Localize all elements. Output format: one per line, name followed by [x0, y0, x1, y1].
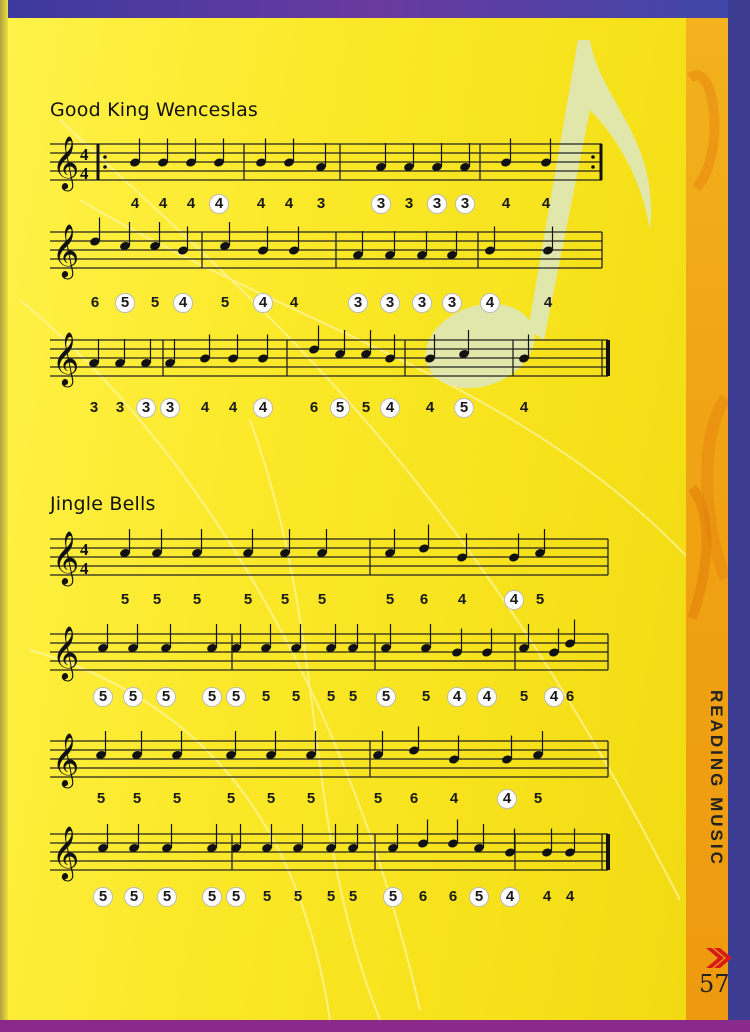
fingering-number: 3 [136, 398, 156, 418]
fingering-number: 4 [425, 399, 435, 416]
section-label: READING MUSIC [707, 690, 726, 867]
fingering-number: 4 [504, 590, 524, 610]
fingering-number: 5 [115, 293, 135, 313]
fingering-number: 5 [535, 591, 545, 608]
treble-clef-icon: 𝄞 [52, 135, 80, 189]
fingering-number: 4 [480, 293, 500, 313]
fingering-number: 6 [90, 294, 100, 311]
fingering-number: 5 [120, 591, 130, 608]
fingering-number: 4 [447, 687, 467, 707]
fingering-number: 6 [418, 888, 428, 905]
fingering-number: 5 [226, 790, 236, 807]
treble-clef-icon: 𝄞 [52, 825, 80, 879]
time-signature: 4 [80, 145, 89, 164]
fingering-number: 5 [262, 888, 272, 905]
fingering-number: 3 [89, 399, 99, 416]
fingering-number: 4 [253, 398, 273, 418]
fingering-number: 5 [330, 398, 350, 418]
fingering-number: 4 [565, 888, 575, 905]
fingering-number: 4 [542, 888, 552, 905]
fingering-number: 4 [519, 399, 529, 416]
fingering-number: 5 [150, 294, 160, 311]
fingering-number: 5 [533, 790, 543, 807]
piece-title: Jingle Bells [50, 493, 156, 515]
fingering-number: 4 [209, 194, 229, 214]
fingering-number: 4 [253, 293, 273, 313]
fingering-number: 3 [348, 293, 368, 313]
fingering-number: 3 [404, 195, 414, 212]
treble-clef-icon: 𝄞 [52, 732, 80, 786]
fingering-number: 5 [293, 888, 303, 905]
fingering-number: 4 [543, 294, 553, 311]
fingering-number: 5 [385, 591, 395, 608]
fingering-number: 5 [326, 888, 336, 905]
fingering-number: 5 [243, 591, 253, 608]
fingering-number: 4 [544, 687, 564, 707]
fingering-number: 5 [261, 688, 271, 705]
fingering-number: 4 [541, 195, 551, 212]
fingering-number: 4 [284, 195, 294, 212]
fingering-number: 6 [565, 688, 575, 705]
fingering-number: 3 [316, 195, 326, 212]
fingering-number: 5 [469, 887, 489, 907]
fingering-number: 4 [477, 687, 497, 707]
fingering-number: 3 [427, 194, 447, 214]
fingering-number: 6 [309, 399, 319, 416]
fingering-number: 3 [115, 399, 125, 416]
fingering-number: 5 [157, 887, 177, 907]
fingering-number: 5 [152, 591, 162, 608]
fingering-number: 5 [192, 591, 202, 608]
fingering-number: 5 [361, 399, 371, 416]
page-number: 57 [699, 970, 730, 998]
fingering-number: 6 [409, 790, 419, 807]
time-signature: 4 [80, 540, 89, 559]
time-signature: 4 [80, 559, 89, 578]
fingering-number: 5 [96, 790, 106, 807]
fingering-number: 5 [348, 688, 358, 705]
fingering-number: 5 [519, 688, 529, 705]
fingering-number: 5 [93, 887, 113, 907]
fingering-number: 3 [371, 194, 391, 214]
fingering-number: 5 [156, 687, 176, 707]
fingering-number: 5 [291, 688, 301, 705]
fingering-number: 3 [442, 293, 462, 313]
fingering-number: 5 [306, 790, 316, 807]
piece-title: Good King Wenceslas [50, 99, 259, 121]
time-signature: 4 [80, 164, 89, 183]
fingering-number: 5 [348, 888, 358, 905]
fingering-number: 5 [132, 790, 142, 807]
treble-clef-icon: 𝄞 [52, 223, 80, 277]
fingering-number: 5 [266, 790, 276, 807]
fingering-number: 4 [457, 591, 467, 608]
fingering-number: 5 [172, 790, 182, 807]
fingering-number: 5 [376, 687, 396, 707]
fingering-number: 3 [380, 293, 400, 313]
fingering-number: 4 [173, 293, 193, 313]
fingering-number: 5 [280, 591, 290, 608]
fingering-number: 5 [383, 887, 403, 907]
fingering-number: 3 [160, 398, 180, 418]
fingering-number: 4 [380, 398, 400, 418]
treble-clef-icon: 𝄞 [52, 530, 80, 584]
fingering-number: 5 [93, 687, 113, 707]
fingering-number: 4 [256, 195, 266, 212]
fingering-number: 3 [455, 194, 475, 214]
fingering-number: 6 [448, 888, 458, 905]
fingering-number: 4 [501, 195, 511, 212]
fingering-number: 4 [200, 399, 210, 416]
fingering-number: 3 [412, 293, 432, 313]
fingering-number: 4 [158, 195, 168, 212]
fingering-number: 4 [449, 790, 459, 807]
treble-clef-icon: 𝄞 [52, 331, 80, 385]
fingering-number: 6 [419, 591, 429, 608]
fingering-number: 5 [220, 294, 230, 311]
fingering-number: 4 [130, 195, 140, 212]
fingering-number: 5 [226, 687, 246, 707]
fingering-number: 4 [289, 294, 299, 311]
fingering-number: 5 [226, 887, 246, 907]
fingering-number: 4 [500, 887, 520, 907]
fingering-number: 4 [497, 789, 517, 809]
fingering-number: 5 [123, 687, 143, 707]
fingering-number: 4 [186, 195, 196, 212]
fingering-number: 5 [421, 688, 431, 705]
fingering-number: 5 [202, 687, 222, 707]
treble-clef-icon: 𝄞 [52, 625, 80, 679]
fingering-number: 5 [373, 790, 383, 807]
fingering-number: 5 [317, 591, 327, 608]
fingering-number: 5 [202, 887, 222, 907]
fingering-number: 5 [124, 887, 144, 907]
fingering-number: 4 [228, 399, 238, 416]
fingering-number: 5 [326, 688, 336, 705]
fingering-number: 5 [454, 398, 474, 418]
